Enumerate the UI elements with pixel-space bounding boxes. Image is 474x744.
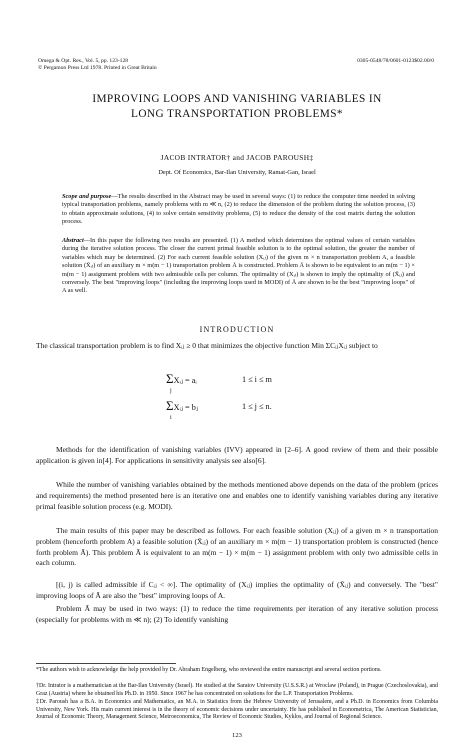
sum-symbol: Σ bbox=[166, 398, 174, 413]
affiliation: Dept. Of Economics, Bar-Ilan University, Ramat-Gan, Israel bbox=[158, 169, 316, 176]
intro-paragraph-4: The main results of this paper may be described as follows. For each feasible solution (Xᵢⱼ) of a given m × n transportation problem (henceforth problem A) a feasible solution (X̄ᵢⱼ) of an auxiliary m × m(m − 1) transportation problem is constructed (hence forth problem Ā). This problem Ā is equivalent to an m(m − 1) × m(m − 1) assignment problem with only two admissible cells in each column. bbox=[36, 526, 438, 568]
eq1-sum-index: j bbox=[170, 388, 172, 394]
scope-and-purpose bbox=[62, 193, 415, 227]
journal-line-2: © Pergamon Press Ltd 1978. Printed in Great Britain bbox=[38, 65, 157, 71]
constraint-equation-2 bbox=[166, 398, 272, 421]
constraint-equation-1 bbox=[166, 371, 272, 394]
article-code: 0305-0548/78/0601-0123$02.00/0 bbox=[357, 58, 434, 64]
scope-text: —The results described in the Abstract may be used in several ways: (1) to reduce the computer time needed in solving typical transportation problems, namely problems with m ≪ n, (2) to reduce the dimension of the problem during the solution process, (3) to obtain approximate solutions, (4) to solve certain sensitivity problems, (5) to reduce the density of the cost matrix during the solution process. bbox=[62, 193, 415, 226]
page-number: 123 bbox=[232, 732, 242, 739]
intro-paragraph-1: The classical transportation problem is to find Xᵢⱼ ≥ 0 that minimizes the objective function Min ΣCᵢⱼXᵢⱼ subject to bbox=[36, 341, 378, 350]
intro-paragraph-6: Problem Ā may be used in two ways: (1) to reduce the time requirements per iteration of any iterative solution process (especially for problems with m ≪ n); (2) To identify vanishing bbox=[36, 604, 438, 624]
footnote-paroush: ‡Dr. Paroush has a B.A. in Economics and Mathematics, an M.A. in Statistics from the Hebrew University of Jerusalem, and a Ph.D. in Economics from Columbia University, New York. His main current interest is in the theory of economic decisions under uncertainty. He has published in Econometrica, The American Statistician, Journal of Economic Theory, Management Science, Metroeconomica, The Review of Economic Studies, Kyklos, and Journal of Regional Science. bbox=[36, 699, 438, 720]
abstract bbox=[62, 237, 415, 296]
section-heading: INTRODUCTION bbox=[199, 325, 275, 334]
footnote-intrator: †Dr. Intrator is a mathematician at the Bar-Ilan University (Israel). He studied at the Saratov University (U.S.S.R.) at Wroclaw (Poland), in Prague (Czechoslovakia), and Graz (Austria) where he obtained his Ph.D. in 1950. Since 1967 he has concentrated on solutions for the L.P. Transportation Problems. bbox=[36, 683, 438, 697]
footnote-acknowledgement: *The authors wish to acknowledge the help provided by Dr. Abraham Engelberg, who reviewed the entire manuscript and several section portions. bbox=[36, 667, 382, 673]
scope-lead: Scope and purpose bbox=[62, 193, 112, 200]
eq1-lhs: Xᵢⱼ = aᵢ bbox=[173, 376, 197, 385]
title-line-1: IMPROVING LOOPS AND VANISHING VARIABLES IN bbox=[92, 93, 382, 105]
intro-paragraph-3: While the number of vanishing variables obtained by the methods mentioned above depends on the data of the problem (prices and requirements) the method presented here is an iterative one and enables one to identify vanishing variables during any iterative primal feasible solution process (e.g. MODI). bbox=[36, 480, 438, 511]
eq2-lhs: Xᵢⱼ = bⱼ bbox=[173, 403, 198, 412]
eq1-condition: 1 ≤ i ≤ m bbox=[242, 375, 272, 384]
journal-line-1: Omega & Opt. Res., Vol. 5, pp. 123-128 bbox=[38, 58, 129, 64]
sum-symbol: Σ bbox=[166, 371, 174, 386]
intro-paragraph-5: [(i, j) is called admissible if Cᵢⱼ < ∞]. The optimality of (Xᵢⱼ) implies the optimality of (X̄ᵢⱼ) and conversely. The "best" improving loops of Ā are also the "best" improving loops of A. bbox=[36, 580, 438, 600]
journal-citation bbox=[38, 58, 157, 72]
footnote-divider bbox=[36, 663, 176, 664]
abstract-text: —In this paper the following two results are presented. (1) A method which determines the optimal values of certain variables during the iterative solution process. The closer the current primal feasible solution is to the optimal solution, the greater the number of variables which may be determined. (2) For each current feasible solution (Xᵢⱼ) of the given m × n transportation problem A, a feasible solution (X̄ᵢⱼ) of an auxiliary m × m(m − 1) transportation problem Ā is constructed. Problem Ā is shown to be equivalent to an m(m − 1) × m(m − 1) assignment problem with two admissible cells per column. The optimality of (Xᵢⱼ) is shown to imply the optimality of (X̄ᵢⱼ) and conversely. The best "improving loops" (including the improving loops used in MODI) of Ā are shown to be the best "improving loops" of A as well. bbox=[62, 237, 415, 295]
title-line-2: LONG TRANSPORTATION PROBLEMS* bbox=[131, 108, 343, 120]
authors: JACOB INTRATOR† and JACOB PAROUSH‡ bbox=[160, 153, 314, 162]
abstract-lead: Abstract bbox=[62, 237, 84, 244]
eq2-sum-index: i bbox=[170, 415, 172, 421]
intro-paragraph-2: Methods for the identification of vanishing variables (IVV) appeared in [2–6]. A good review of them and their possible application is given in[4]. For applications in sensitivity analysis see also[6]. bbox=[36, 445, 438, 465]
eq2-condition: 1 ≤ j ≤ n. bbox=[242, 402, 272, 411]
paper-title bbox=[0, 92, 474, 122]
